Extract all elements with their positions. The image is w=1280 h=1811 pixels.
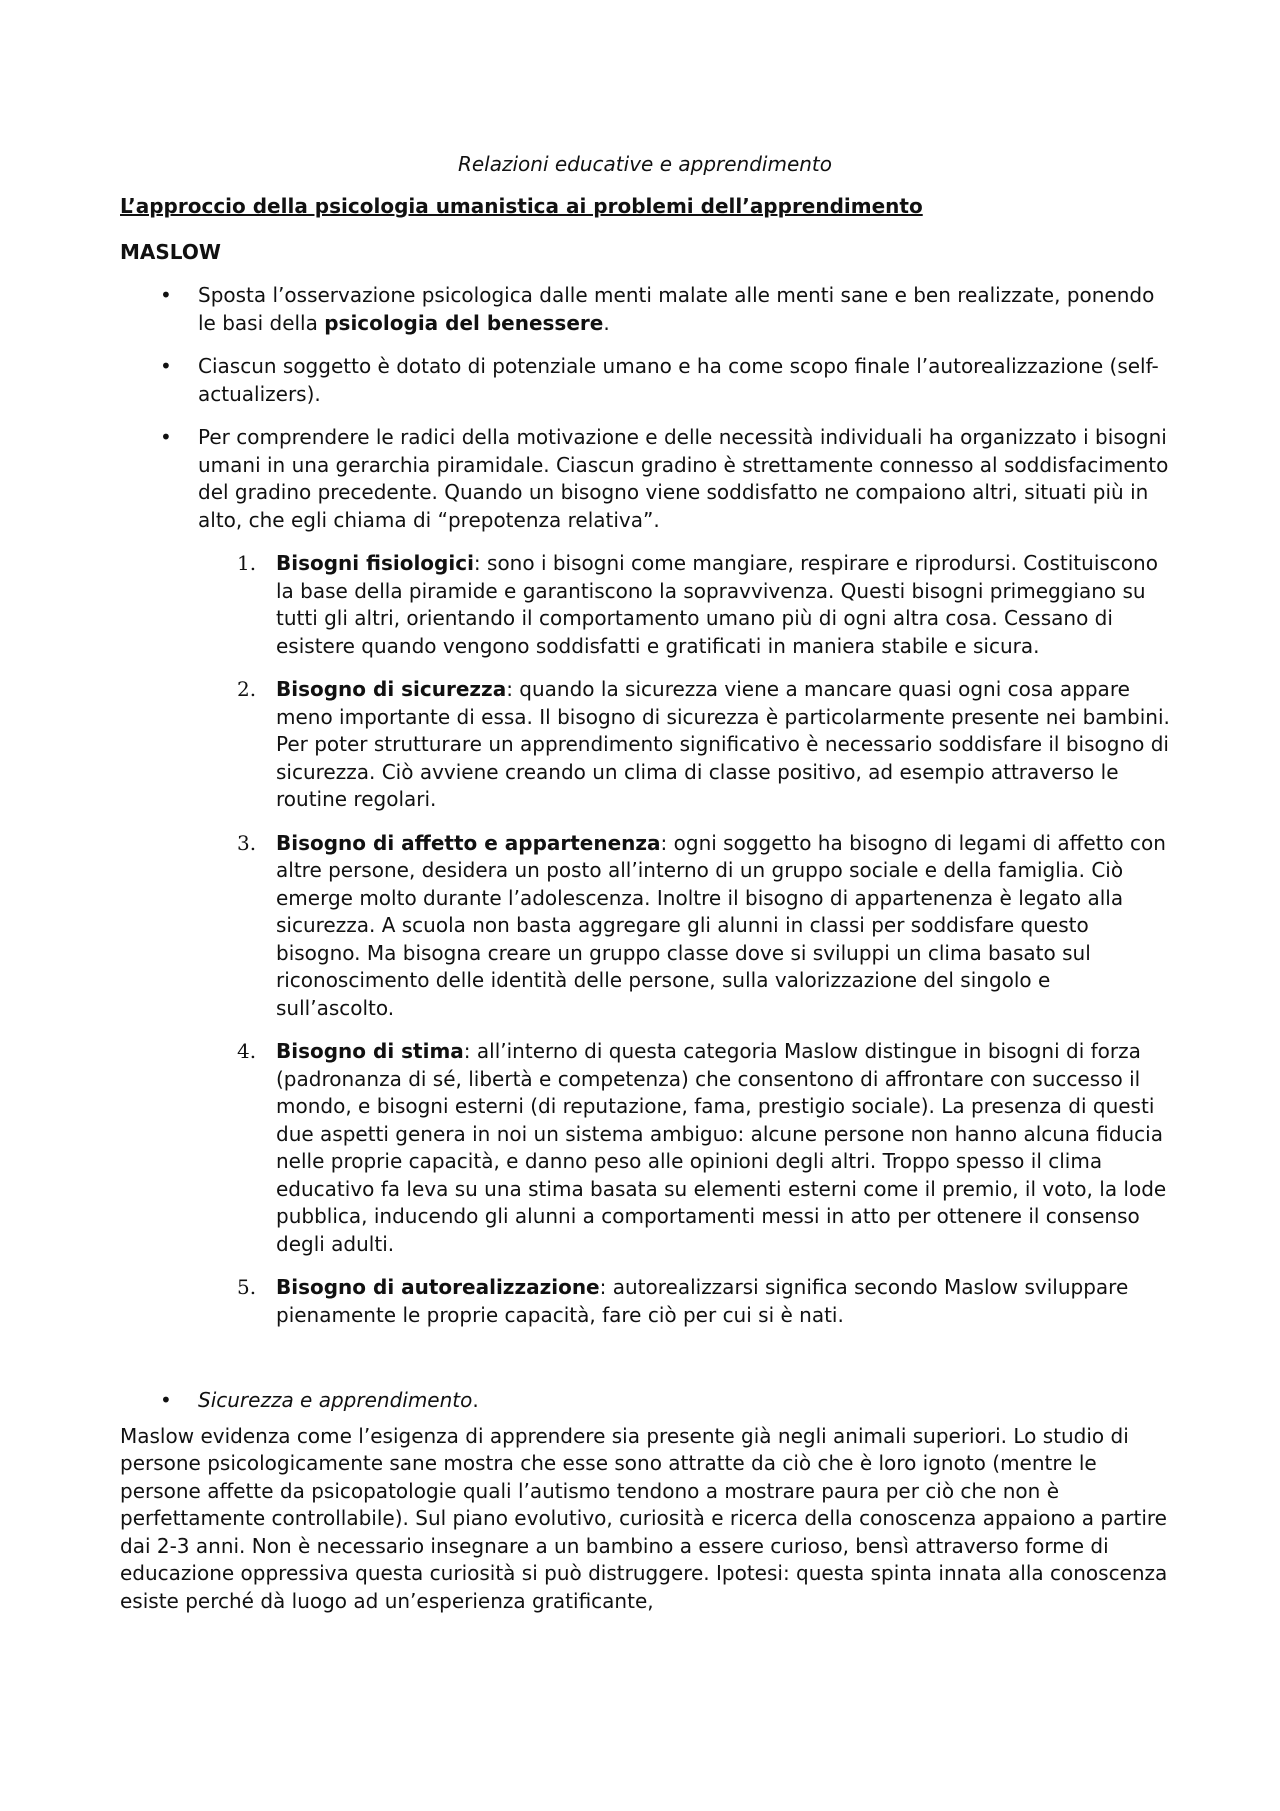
need-term: Bisogni fisiologici: [276, 551, 474, 575]
need-term: Bisogno di sicurezza: [276, 677, 507, 701]
bullet-text-end: .: [603, 310, 610, 335]
need-description: : quando la sicurezza viene a mancare quasi ogni cosa appare meno importante di essa. Il bisogno di sicurezza è particolarmente presente nei bambini. Per poter strutturare un apprendimento significativo è necessario soddisfare il bisogno di sicurezza. Ciò avviene creando un clima di classe positivo, ad esempio attraverso le routine regolari.: [276, 677, 1170, 811]
section-heading: L’approccio della psicologia umanistica ai problemi dell’apprendimento: [120, 194, 923, 218]
bullet-text: Sposta l’osservazione psicologica dalle menti malate alle menti sane e ben realizzate, ponendo le basi della: [198, 283, 1155, 335]
subsection-title-end: .: [472, 1388, 479, 1412]
list-number: 4.: [237, 1039, 257, 1063]
bullet-bold-term: psicologia del benessere: [324, 310, 604, 335]
vertical-spacer: [120, 1345, 1170, 1387]
need-description: : autorealizzarsi significa secondo Maslow sviluppare pienamente le proprie capacità, fare ciò per cui si è nati.: [276, 1275, 1129, 1327]
bullet-item: [120, 282, 1170, 337]
bullet-icon: •: [160, 425, 172, 449]
need-item-self-actualization: [120, 1274, 1170, 1329]
need-description: : all’interno di questa categoria Maslow distingue in bisogni di forza (padronanza di sé, libertà e competenza) che consentono di affrontare con successo il mondo, e bisogni esterni (di reputazione, fama, prestigio sociale). La presenza di questi due aspetti genera in noi un sistema ambiguo: alcune persone non hanno alcuna fiducia nelle proprie capacità, e danno peso alle opinioni degli altri. Troppo spesso il clima educativo fa leva su una stima basata su elementi esterni come il premio, il voto, la lode pubblica, inducendo gli alunni a comportamenti messi in atto per ottenere il consenso degli adulti.: [276, 1039, 1167, 1256]
subsection-title: Sicurezza e apprendimento: [198, 1388, 473, 1412]
need-item-physiological: [120, 550, 1170, 660]
bullet-item: [120, 424, 1170, 534]
list-number: 5.: [237, 1275, 257, 1299]
body-paragraph: Maslow evidenza come l’esigenza di apprendere sia presente già negli animali superiori. Lo studio di persone psicologicamente sane mostra che esse sono attratte da ciò che è loro ignoto (mentre le persone affette da psicopatologie quali l’autismo tendono a mostrare paura per ciò che non è perfettamente controllabile). Sul piano evolutivo, curiosità e ricerca della conoscenza appaiono a partire dai 2-3 anni. Non è necessario insegnare a un bambino a essere curioso, bensì attraverso forme di educazione oppressiva questa curiosità si può distruggere. Ipotesi: questa spinta innata alla conoscenza esiste perché dà luogo ad un’esperienza gratificante,: [120, 1423, 1168, 1613]
need-item-safety: [120, 676, 1170, 814]
need-term: Bisogno di autorealizzazione: [276, 1275, 600, 1299]
subsection-bullet: [120, 1387, 1170, 1415]
bullet-item: [120, 353, 1170, 408]
need-item-belonging: [120, 830, 1170, 1023]
bullet-icon: •: [160, 1388, 172, 1412]
bullet-icon: •: [160, 354, 172, 378]
bullet-icon: •: [160, 283, 172, 307]
need-description: : ogni soggetto ha bisogno di legami di affetto con altre persone, desidera un posto all’interno di un gruppo sociale e della famiglia. Ciò emerge molto durante l’adolescenza. Inoltre il bisogno di appartenenza è legato alla sicurezza. A scuola non basta aggregare gli alunni in classi per soddisfare questo bisogno. Ma bisogna creare un gruppo classe dove si sviluppi un clima basato sul riconoscimento delle identità delle persone, sulla valorizzazione del singolo e sull’ascolto.: [276, 830, 1166, 1020]
need-term: Bisogno di affetto e appartenenza: [276, 830, 661, 855]
need-description: : sono i bisogni come mangiare, respirare e riprodursi. Costituiscono la base della piramide e garantiscono la sopravvivenza. Questi bisogni primeggiano su tutti gli altri, orientando il comportamento umano più di ogni altra cosa. Cessano di esistere quando vengono soddisfatti e gratificati in maniera stabile e sicura.: [276, 551, 1158, 658]
list-number: 1.: [237, 551, 257, 575]
list-number: 2.: [237, 677, 257, 701]
document-title: Relazioni educative e apprendimento: [457, 152, 833, 176]
subsection-bullet-list: [120, 1387, 1170, 1415]
bullet-text: Ciascun soggetto è dotato di potenziale umano e ha come scopo finale l’autorealizzazione (self-actualizers).: [198, 354, 1159, 406]
maslow-bullet-list: [120, 282, 1170, 534]
document-page: [120, 150, 1170, 1615]
maslow-heading: MASLOW: [120, 240, 221, 264]
need-item-esteem: [120, 1038, 1170, 1258]
needs-hierarchy-list: [120, 550, 1170, 1329]
bullet-text: Per comprendere le radici della motivazione e delle necessità individuali ha organizzato i bisogni umani in una gerarchia piramidale. Ciascun gradino è strettamente connesso al soddisfacimento del gradino precedente. Quando un bisogno viene soddisfatto ne compaiono altri, situati più in alto, che egli chiama di “prepotenza relativa”.: [198, 425, 1169, 532]
list-number: 3.: [237, 830, 257, 855]
need-term: Bisogno di stima: [276, 1039, 464, 1063]
